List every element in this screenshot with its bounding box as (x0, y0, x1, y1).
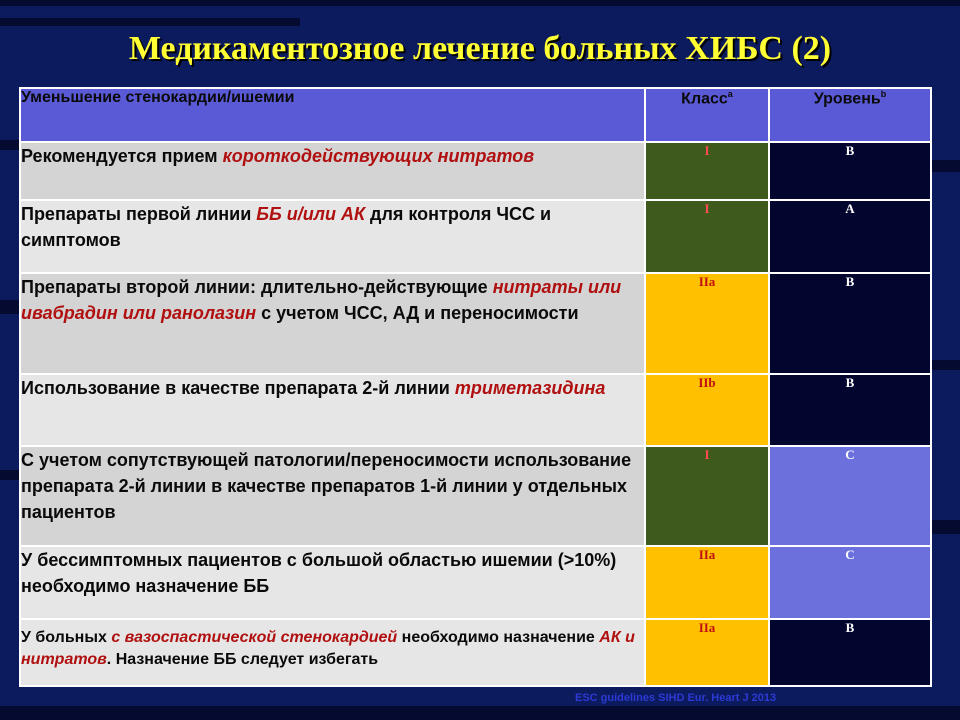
table-row (20, 200, 931, 273)
table-row (20, 619, 931, 686)
recommendation-text (20, 374, 645, 446)
recommendation-text-part: . Назначение ББ следует избегать (106, 650, 379, 668)
class-cell: IIa (645, 619, 769, 686)
level-cell: B (769, 374, 931, 446)
recommendation-text-part: с учетом ЧСС, АД и переносимости (256, 303, 579, 324)
recommendation-text (20, 446, 645, 546)
class-cell: I (645, 446, 769, 546)
header-level: Уровень$^b$ (769, 88, 931, 142)
recommendation-text-part: Использование в качестве препарата 2-й линии (21, 377, 455, 398)
table-body (20, 142, 931, 686)
header-description: Уменьшение стенокардии/ишемии (20, 88, 645, 142)
recommendation-text-part: У больных (21, 628, 112, 646)
highlighted-drug-text: нитраты или ивабрадин или ранолазин (21, 277, 622, 324)
level-cell: A (769, 200, 931, 273)
recommendation-text-part: У бессимптомных пациентов с большой областью ишемии (>10%) необходимо назначение ББ (21, 550, 617, 597)
recommendation-text (20, 142, 645, 200)
recommendation-text-part: Препараты первой линии (21, 204, 257, 225)
class-cell: IIa (645, 546, 769, 618)
recommendation-text-part: для контроля ЧСС и симптомов (21, 204, 552, 251)
table-header-row (20, 88, 931, 142)
level-cell: C (769, 546, 931, 618)
recommendation-text (20, 200, 645, 273)
class-cell: IIa (645, 273, 769, 373)
table-row (20, 273, 931, 373)
highlighted-drug-text: с вазоспастической стенокардией (111, 628, 398, 646)
level-cell: B (769, 273, 931, 373)
recommendation-text-part: Препараты второй линии: длительно-действующие (21, 277, 493, 298)
class-cell: I (645, 142, 769, 200)
class-cell: IIb (645, 374, 769, 446)
recommendation-text-part: С учетом сопутствующей патологии/переносимости использование препарата 2-й линии в качестве препаратов 1-й линии у отдельных пациентов (21, 450, 632, 523)
recommendation-text-part: Рекомендуется прием (21, 146, 223, 166)
table-row (20, 546, 931, 618)
recommendation-text (20, 546, 645, 618)
recommendation-text-part: необходимо назначение (397, 628, 600, 646)
header-class: Класс$^a$ (645, 88, 769, 142)
table-row (20, 446, 931, 546)
class-footnote-mark: a (727, 89, 733, 99)
class-cell: I (645, 200, 769, 273)
slide-title: Медикаментозное лечение больных ХИБС (2) (128, 30, 832, 67)
recommendations-table (19, 87, 932, 687)
table-row (20, 142, 931, 200)
table-row (20, 374, 931, 446)
level-cell: B (769, 142, 931, 200)
highlighted-drug-text: триметазидина (454, 377, 606, 398)
highlighted-drug-text: ББ и/или АК (256, 204, 366, 225)
recommendation-text (20, 273, 645, 373)
source-citation: ESC guidelines SIHD Eur. Heart J 2013 (575, 692, 777, 704)
highlighted-drug-text: АК и нитратов (21, 628, 635, 668)
recommendation-text (20, 619, 645, 686)
level-footnote-mark: b (880, 89, 887, 99)
level-cell: C (769, 446, 931, 546)
level-cell: B (769, 619, 931, 686)
highlighted-drug-text: короткодействующих нитратов (222, 146, 535, 166)
